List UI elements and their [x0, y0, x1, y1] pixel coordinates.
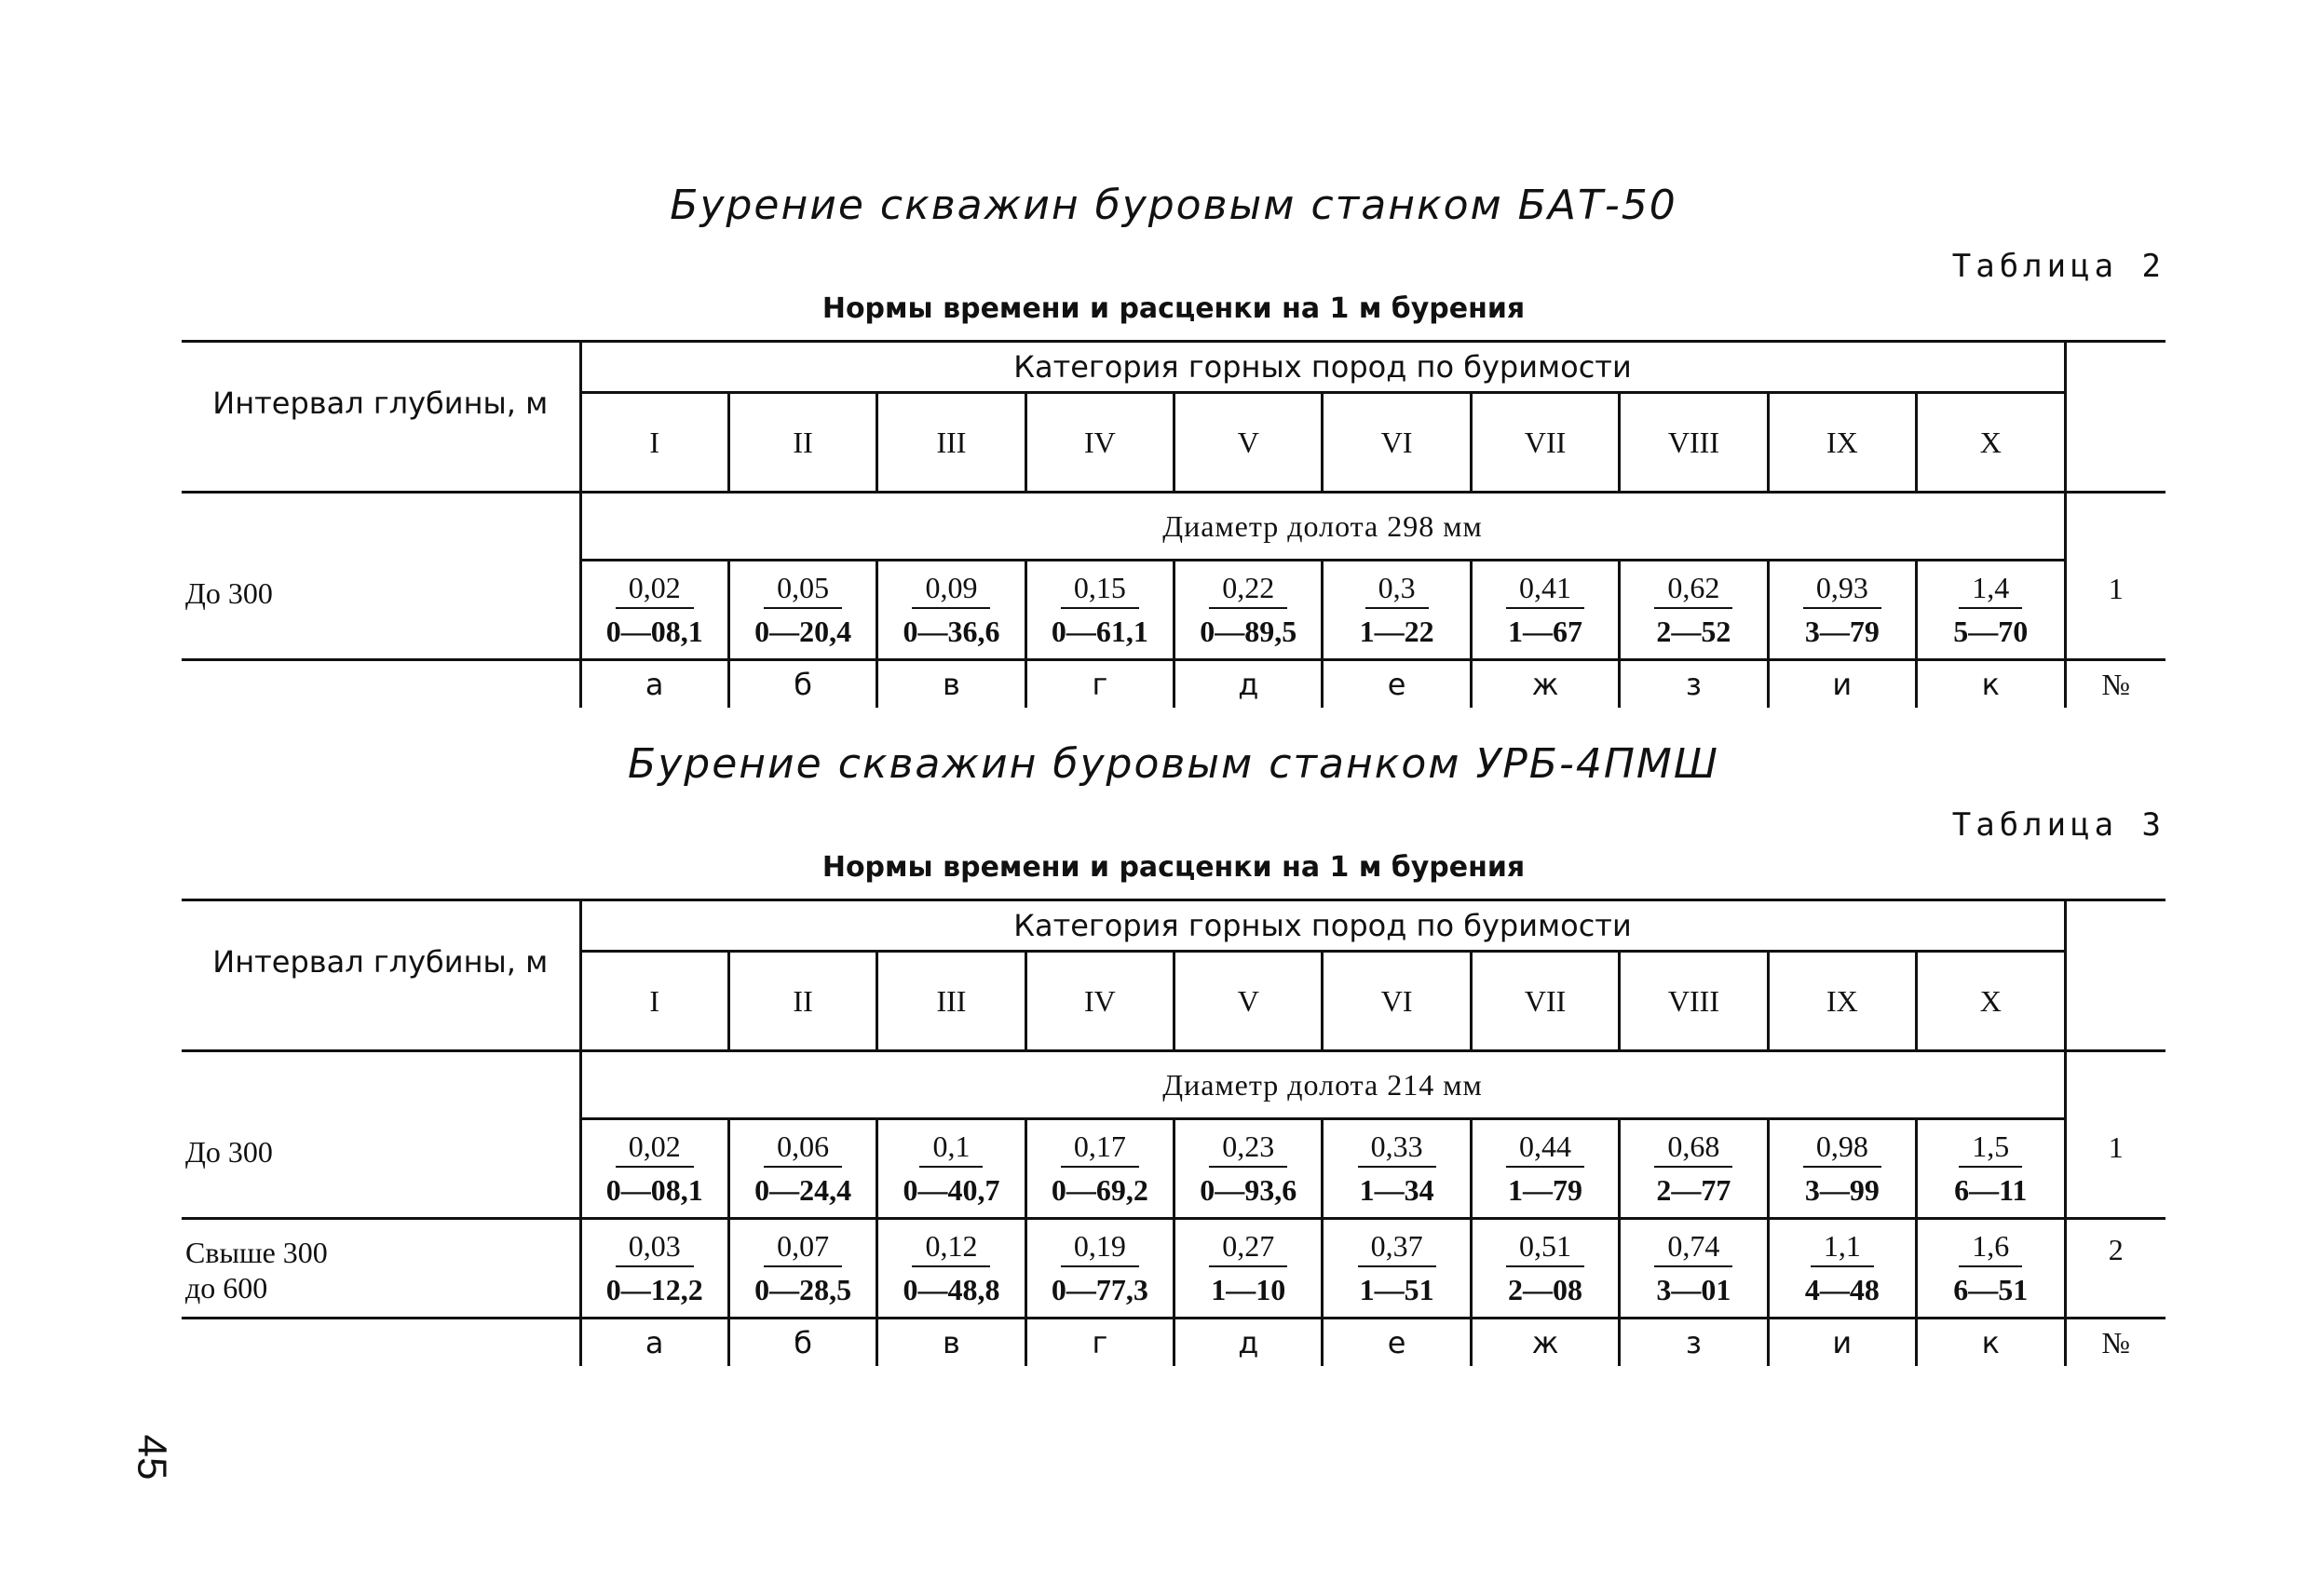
column-letter: ж — [1471, 660, 1619, 709]
column-letter-row — [182, 1319, 2165, 1367]
table-2-caption: Нормы времени и расценки на 1 м бурения — [821, 292, 1526, 325]
category-col-header: X — [1917, 952, 2065, 1051]
category-col-header: IX — [1768, 952, 1916, 1051]
category-col-header: I — [580, 952, 728, 1051]
column-letter: и — [1768, 1319, 1916, 1367]
table-2-section — [182, 182, 2165, 708]
diameter-row: Диаметр долота 214 мм — [580, 1051, 2065, 1119]
category-header: Категория горных пород по буримости — [580, 900, 2065, 952]
category-col-header: IX — [1768, 393, 1916, 493]
value-cell: 0,22 0—89,5 — [1174, 561, 1323, 660]
column-letter: е — [1323, 1319, 1471, 1367]
row-number: 1 — [2065, 493, 2165, 660]
value-cell: 0,07 0—28,5 — [728, 1219, 876, 1319]
value-cell: 0,02 0—08,1 — [580, 1119, 728, 1219]
table-row — [182, 1219, 2165, 1319]
value-cell: 0,06 0—24,4 — [728, 1119, 876, 1219]
value-cell: 0,62 2—52 — [1620, 561, 1768, 660]
value-cell: 0,1 0—40,7 — [877, 1119, 1025, 1219]
table-3-section — [182, 740, 2165, 1366]
value-cell: 0,12 0—48,8 — [877, 1219, 1025, 1319]
value-cell: 0,27 1—10 — [1174, 1219, 1323, 1319]
value-cell: 0,15 0—61,1 — [1025, 561, 1174, 660]
column-letter: д — [1174, 660, 1323, 709]
column-letter: к — [1917, 1319, 2065, 1367]
blank-cell — [182, 1319, 580, 1367]
diameter-row: Диаметр долота 298 мм — [580, 493, 2065, 561]
row-interval-label — [182, 1219, 580, 1319]
value-cell: 0,74 3—01 — [1620, 1219, 1768, 1319]
page-number: 45 — [129, 1434, 175, 1481]
column-letter: а — [580, 660, 728, 709]
value-cell: 0,41 1—67 — [1471, 561, 1619, 660]
number-symbol: № — [2065, 660, 2165, 709]
table-3 — [182, 899, 2165, 1366]
column-letter: з — [1620, 1319, 1768, 1367]
column-letter: г — [1025, 660, 1174, 709]
column-letter: в — [877, 1319, 1025, 1367]
number-header-cell — [2065, 342, 2165, 493]
category-header: Категория горных пород по буримости — [580, 342, 2065, 393]
value-cell: 1,1 4—48 — [1768, 1219, 1916, 1319]
category-col-header: VI — [1323, 952, 1471, 1051]
interval-header: Интервал глубины, м — [182, 342, 580, 493]
table-3-label: Таблица 3 — [1951, 806, 2165, 844]
category-col-header: VII — [1471, 393, 1619, 493]
value-cell: 0,93 3—79 — [1768, 561, 1916, 660]
row-interval-label: До 300 — [182, 493, 580, 660]
category-col-header: II — [728, 393, 876, 493]
category-col-header: IV — [1025, 393, 1174, 493]
column-letter: з — [1620, 660, 1768, 709]
row-interval-label: До 300 — [182, 1051, 580, 1219]
value-cell: 0,23 0—93,6 — [1174, 1119, 1323, 1219]
column-letter-row — [182, 660, 2165, 709]
value-cell: 0,19 0—77,3 — [1025, 1219, 1174, 1319]
category-col-header: VII — [1471, 952, 1619, 1051]
value-cell: 0,3 1—22 — [1323, 561, 1471, 660]
column-letter: а — [580, 1319, 728, 1367]
column-letter: б — [728, 660, 876, 709]
value-cell: 0,98 3—99 — [1768, 1119, 1916, 1219]
table-2-label: Таблица 2 — [1951, 248, 2165, 285]
value-cell: 1,4 5—70 — [1917, 561, 2065, 660]
column-letter: г — [1025, 1319, 1174, 1367]
category-col-header: III — [877, 952, 1025, 1051]
interval-header: Интервал глубины, м — [182, 900, 580, 1051]
column-letter: б — [728, 1319, 876, 1367]
category-col-header: X — [1917, 393, 2065, 493]
category-col-header: VIII — [1620, 952, 1768, 1051]
blank-cell — [182, 660, 580, 709]
value-cell: 0,17 0—69,2 — [1025, 1119, 1174, 1219]
interval-line: Свыше 300 — [185, 1236, 328, 1269]
table-3-heading: Бурение скважин буровым станком УРБ-4ПМШ — [628, 740, 1719, 788]
number-symbol: № — [2065, 1319, 2165, 1367]
table-3-caption: Нормы времени и расценки на 1 м бурения — [821, 851, 1526, 884]
value-cell: 0,03 0—12,2 — [580, 1219, 728, 1319]
category-col-header: I — [580, 393, 728, 493]
value-cell: 1,5 6—11 — [1917, 1119, 2065, 1219]
category-col-header: VI — [1323, 393, 1471, 493]
category-col-header: III — [877, 393, 1025, 493]
category-col-header: V — [1174, 393, 1323, 493]
value-cell: 0,44 1—79 — [1471, 1119, 1619, 1219]
category-col-header: II — [728, 952, 876, 1051]
table-2 — [182, 340, 2165, 708]
column-letter: е — [1323, 660, 1471, 709]
value-cell: 0,51 2—08 — [1471, 1219, 1619, 1319]
value-cell: 0,37 1—51 — [1323, 1219, 1471, 1319]
value-cell: 0,09 0—36,6 — [877, 561, 1025, 660]
value-cell: 0,33 1—34 — [1323, 1119, 1471, 1219]
interval-line: до 600 — [185, 1271, 268, 1305]
column-letter: д — [1174, 1319, 1323, 1367]
value-cell: 0,05 0—20,4 — [728, 561, 876, 660]
value-cell: 1,6 6—51 — [1917, 1219, 2065, 1319]
column-letter: и — [1768, 660, 1916, 709]
column-letter: ж — [1471, 1319, 1619, 1367]
column-letter: в — [877, 660, 1025, 709]
category-col-header: V — [1174, 952, 1323, 1051]
value-cell: 0,02 0—08,1 — [580, 561, 728, 660]
table-2-heading: Бурение скважин буровым станком БАТ-50 — [670, 182, 1677, 229]
value-cell: 0,68 2—77 — [1620, 1119, 1768, 1219]
row-number: 2 — [2065, 1219, 2165, 1319]
category-col-header: IV — [1025, 952, 1174, 1051]
column-letter: к — [1917, 660, 2065, 709]
number-header-cell — [2065, 900, 2165, 1051]
category-col-header: VIII — [1620, 393, 1768, 493]
row-number: 1 — [2065, 1051, 2165, 1219]
